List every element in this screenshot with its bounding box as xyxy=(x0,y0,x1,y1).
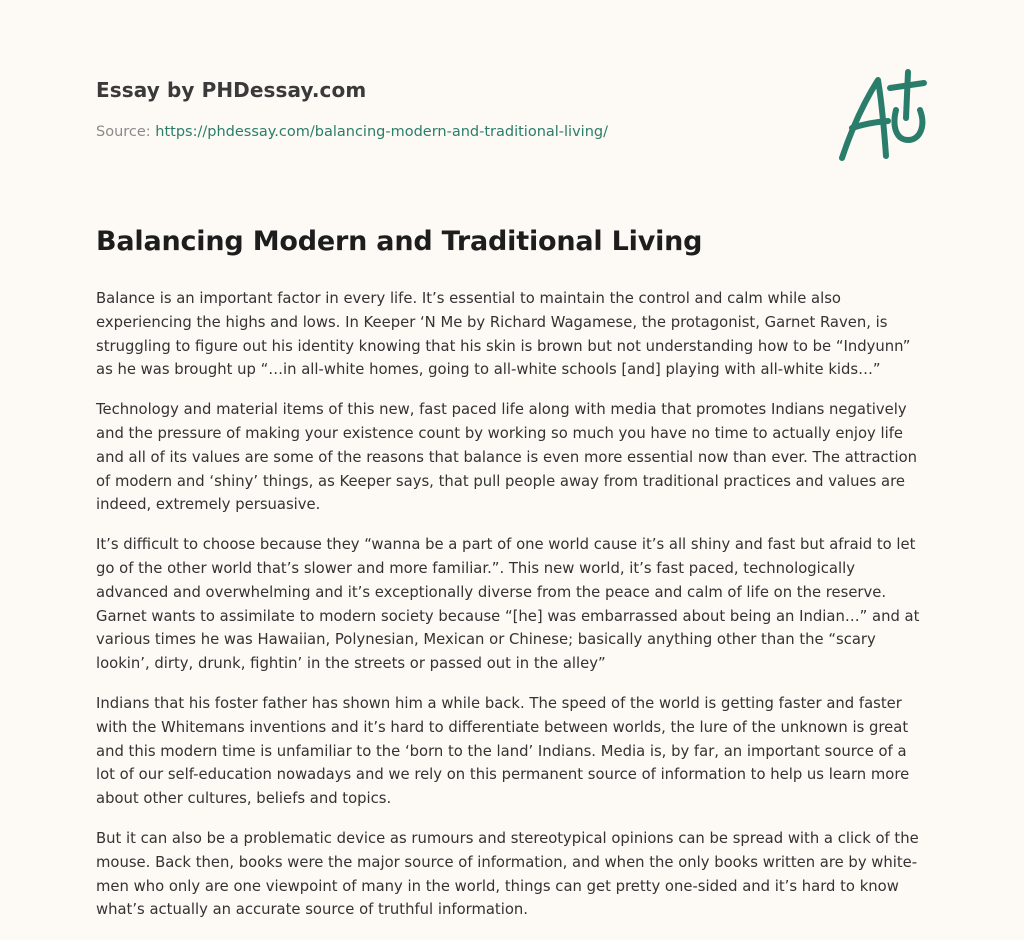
essay-paragraph: Technology and material items of this new, fast paced life along with media that promotes Indians negatively and the pressure of making your existence count by working so much you have no time to actually enjoy life and all of its values are some of the reasons that balance is even more essential now than ever. The attraction of modern and ‘shiny’ things, as Keeper says, that pull people away from traditional practices and values are indeed, extremely persuasive. xyxy=(96,401,918,514)
essay-title: Balancing Modern and Traditional Living xyxy=(96,226,703,257)
source-label: Source: xyxy=(96,124,156,140)
source-link[interactable]: https://phdessay.com/balancing-modern-and-traditional-living/ xyxy=(155,124,608,140)
essay-paragraph: Indians that his foster father has shown him a while back. The speed of the world is getting faster and faster with the Whitemans inventions and it’s hard to differentiate between worlds, the lure of the unknown is great and this modern time is unfamiliar to the ‘born to the land’ Indians. Media is, by far, an important source of a lot of our self-education nowadays and we rely on this permanent source of information to help us learn more about other cultures, beliefs and topics. xyxy=(96,694,910,808)
source-line xyxy=(96,124,608,140)
page-header xyxy=(96,0,928,200)
essay-paragraph: But it can also be a problematic device as rumours and stereotypical opinions can be spread with a click of the mouse. Back then, books were the major source of information, and when the only books written are by white-men who only are one viewpoint of many in the world, things can get pretty one-sided and it’s hard to know what’s actually an accurate source of truthful information. xyxy=(96,829,919,919)
essay-paragraph: It’s difficult to choose because they “wanna be a part of one world cause it’s all shiny and fast but afraid to let go of the other world that’s slower and more familiar.”. This new world, it’s fast paced, technologically advanced and overwhelming and it’s exceptionally diverse from the peace and calm of life on the reserve. Garnet wants to assimilate to modern society because “[he] was embarrassed about being an Indian…” and at various times he was Hawaiian, Polynesian, Mexican or Chinese; basically anything other than the “scary lookin’, dirty, drunk, fightin’ in the streets or passed out in the alley” xyxy=(96,536,920,673)
essay-paragraph: Balance is an important factor in every life. It’s essential to maintain the control and calm while also experiencing the highs and lows. In Keeper ‘N Me by Richard Wagamese, the protagonist, Garnet Raven, is struggling to figure out his identity knowing that his skin is brown but not understanding how to be “Indyunn” as he was brought up “…in all-white homes, going to all-white schools [and] playing with all-white kids…” xyxy=(96,290,911,379)
brand-title: Essay by PHDessay.com xyxy=(96,78,367,102)
essay-body xyxy=(96,287,928,922)
a-plus-logo-icon xyxy=(830,66,934,166)
